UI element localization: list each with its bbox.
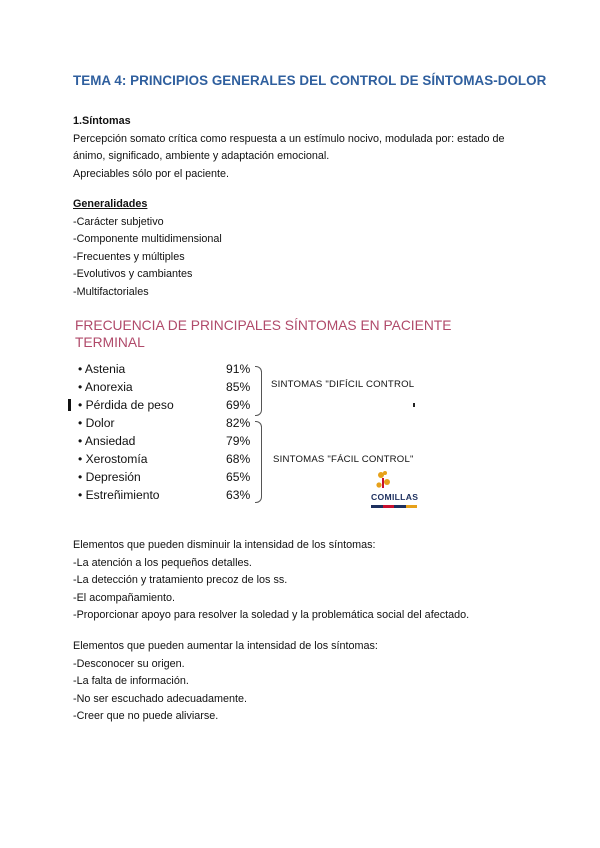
aumentar-heading: Elementos que pueden aumentar la intensidad de los síntomas: <box>73 640 378 652</box>
definition-paragraph: Percepción somato crítica como respuesta a un estímulo nocivo, modulada por: estado de ánimo, significado, ambiente y adaptación emocional. <box>73 132 505 163</box>
symptom-name: • Xerostomía <box>78 452 148 466</box>
symptom-name: • Estreñimiento <box>78 488 160 502</box>
symptom-name: • Pérdida de peso <box>78 398 174 412</box>
symptom-name: • Astenia <box>78 362 126 376</box>
label-dificil-control: SINTOMAS "DIFÍCIL CONTROL <box>271 379 415 390</box>
embedded-slide <box>68 314 452 514</box>
section-aumentar <box>73 638 533 726</box>
slide-title-line: TERMINAL <box>75 334 145 350</box>
symptom-percent: 69% <box>226 398 251 412</box>
logo-strip-segment <box>406 505 418 508</box>
comillas-logo <box>371 470 419 514</box>
symptom-percent: 68% <box>226 452 251 466</box>
list-item: -Proporcionar apoyo para resolver la soledad y la problemática social del afectado. <box>73 609 470 622</box>
list-item: -Frecuentes y múltiples <box>73 250 185 263</box>
symptom-name: • Dolor <box>78 416 115 430</box>
slide-title <box>75 318 451 351</box>
list-item: -La atención a los pequeños detalles. <box>73 556 252 569</box>
symptom-percent: 79% <box>226 434 251 448</box>
list-item: -Desconocer su origen. <box>73 657 185 670</box>
list-item: -La detección y tratamiento precoz de los ss. <box>73 574 288 587</box>
list-item: -Multifactoriales <box>73 285 149 298</box>
symptom-row <box>68 452 268 470</box>
logo-text: COMILLAS <box>371 492 419 502</box>
symptom-percent: 85% <box>226 380 251 394</box>
symptom-name: • Depresión <box>78 470 141 484</box>
disminuir-heading: Elementos que pueden disminuir la intensidad de los síntomas: <box>73 539 376 551</box>
list-item: -Componente multidimensional <box>73 233 222 246</box>
label-facil-control: SINTOMAS "FÁCIL CONTROL" <box>273 454 414 465</box>
list-item: -Carácter subjetivo <box>73 215 164 228</box>
symptom-row <box>68 416 268 434</box>
list-item: -Evolutivos y cambiantes <box>73 268 193 281</box>
page-title: TEMA 4: PRINCIPIOS GENERALES DEL CONTROL DE SÍNTOMAS-DOLOR <box>73 73 547 88</box>
slide-title-line: FRECUENCIA DE PRINCIPALES SÍNTOMAS EN PACIENTE <box>75 318 452 333</box>
symptom-row <box>68 380 268 398</box>
symptom-percent: 65% <box>226 470 251 484</box>
symptom-row <box>68 488 268 506</box>
logo-emblem-icon <box>371 470 419 492</box>
section-heading: 1.Síntomas <box>73 115 131 127</box>
list-item: -No ser escuchado adecuadamente. <box>73 692 248 705</box>
section-disminuir <box>73 537 533 625</box>
symptom-percent: 82% <box>226 416 251 430</box>
generalidades-heading: Generalidades <box>73 198 148 210</box>
symptom-name: • Ansiedad <box>78 434 136 448</box>
section-sintomas <box>73 113 533 183</box>
list-item: -Creer que no puede aliviarse. <box>73 710 219 723</box>
symptom-percent: 63% <box>226 488 251 502</box>
logo-strip-segment <box>394 505 406 508</box>
symptom-name: • Anorexia <box>78 380 133 394</box>
brace-facil <box>255 421 262 503</box>
list-item: -La falta de información. <box>73 675 189 688</box>
note-paragraph: Apreciables sólo por el paciente. <box>73 167 230 180</box>
logo-strip-segment <box>371 505 383 508</box>
logo-strip-segment <box>383 505 395 508</box>
logo-color-strip <box>371 505 417 508</box>
symptom-row <box>68 434 268 452</box>
symptom-row <box>68 470 268 488</box>
list-item: -El acompañamiento. <box>73 591 176 604</box>
symptom-row <box>68 398 268 416</box>
slide-dot-mark <box>413 403 415 407</box>
symptom-row <box>68 362 268 380</box>
brace-dificil <box>255 366 262 416</box>
section-generalidades <box>73 196 533 302</box>
symptom-percent: 91% <box>226 362 251 376</box>
